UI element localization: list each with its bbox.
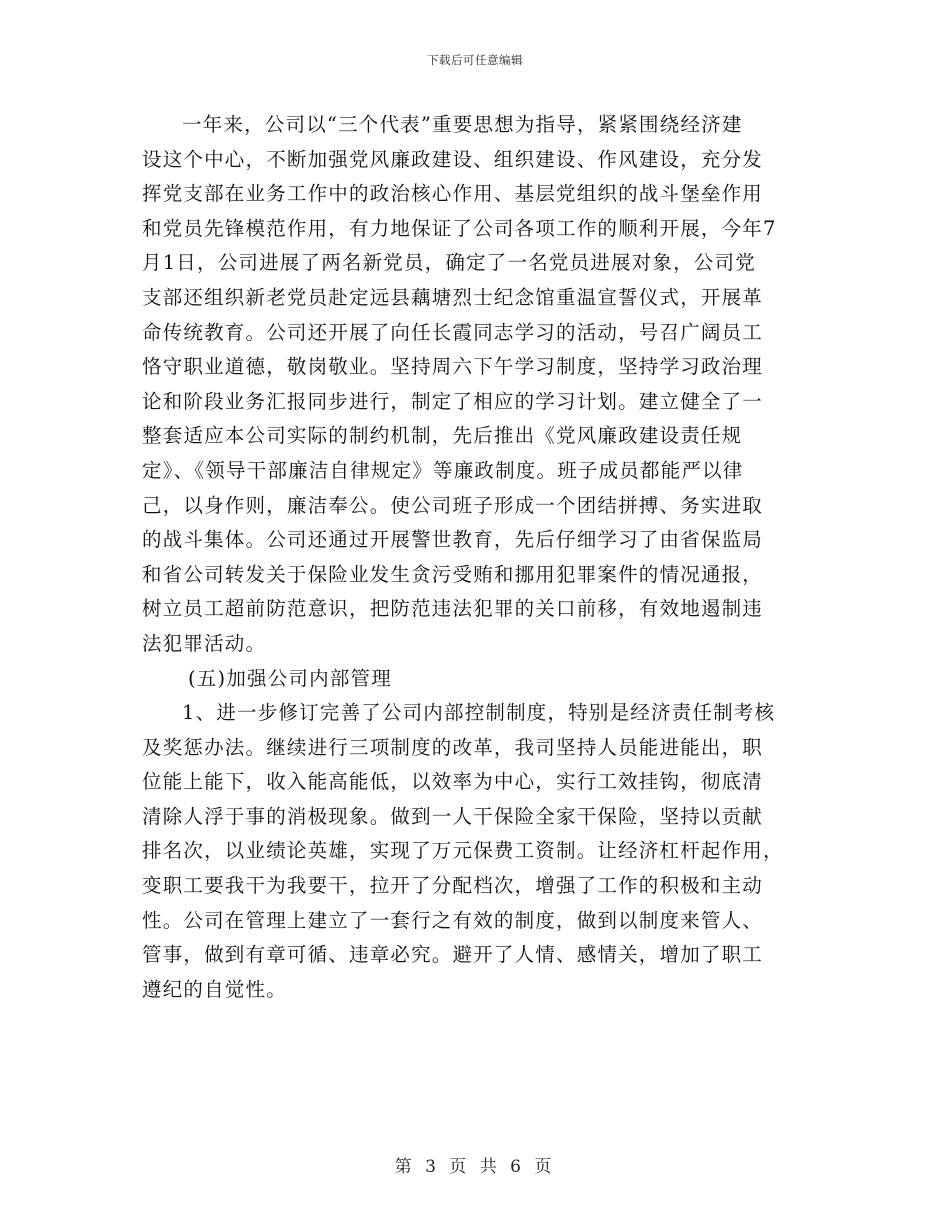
page-header: 下载后可任意编辑 xyxy=(427,53,523,67)
text-line: 1、进一步修订完善了公司内部控制制度，特别是经济责任制考核 xyxy=(182,701,776,725)
text-line: 命传统教育。公司还开展了向任长霞同志学习的活动，号召广阔员工 xyxy=(142,320,764,344)
text-line: 位能上能下，收入能高能低，以效率为中心，实行工效挂钩，彻底清 xyxy=(142,770,764,794)
text-line: 清除人浮于事的消极现象。做到一人干保险全家干保险，坚持以贡献 xyxy=(142,804,764,828)
text-line: 树立员工超前防范意识，把防范违法犯罪的关口前移，有效地遏制违 xyxy=(142,597,764,621)
text-line: 遵纪的自觉性。 xyxy=(142,977,287,1001)
text-line: 己，以身作则，廉洁奉公。使公司班子形成一个团结拼搏、务实进取 xyxy=(142,493,764,517)
text-line: 性。公司在管理上建立了一套行之有效的制度，做到以制度来管人、 xyxy=(142,908,764,932)
text-line: 支部还组织新老党员赴定远县藕塘烈士纪念馆重温宣誓仪式，开展革 xyxy=(142,285,764,309)
section-heading: (五)加强公司内部管理 xyxy=(188,666,392,690)
paragraph-party-building xyxy=(142,108,807,662)
text-line: 的战斗集体。公司还通过开展警世教育，先后仔细学习了由省保监局 xyxy=(142,528,764,552)
paragraph-internal-management xyxy=(142,696,807,1007)
text-line: 整套适应本公司实际的制约机制，先后推出《党风廉政建设责任规 xyxy=(142,424,743,448)
text-line: 恪守职业道德，敬岗敬业。坚持周六下午学习制度，坚持学习政治理 xyxy=(142,355,764,379)
text-line: 一年来，公司以“三个代表”重要思想为指导，紧紧围绕经济建 xyxy=(182,113,743,136)
text-line: 和省公司转发关于保险业发生贪污受贿和挪用犯罪案件的情况通报， xyxy=(142,562,764,586)
document-body xyxy=(142,108,807,1007)
text-line: 管事，做到有章可循、违章必究。避开了人情、感情关，增加了职工 xyxy=(142,943,764,967)
text-line: 排名次，以业绩论英雄，实现了万元保费工资制。让经济杠杆起作用， xyxy=(142,839,784,863)
text-line: 变职工要我干为我要干，拉开了分配档次，增强了工作的积极和主动 xyxy=(142,874,764,898)
text-line: 挥党支部在业务工作中的政治核心作用、基层党组织的战斗堡垒作用 xyxy=(142,182,764,206)
text-line: 和党员先锋模范作用，有力地保证了公司各项工作的顺利开展，今年7 xyxy=(142,216,777,240)
text-line: 月1日，公司进展了两名新党员，确定了一名党员进展对象，公司党 xyxy=(142,251,756,275)
text-line: 论和阶段业务汇报同步进行，制定了相应的学习计划。建立健全了一 xyxy=(142,389,764,413)
text-line: 法犯罪活动。 xyxy=(142,631,267,655)
text-line: 设这个中心，不断加强党风廉政建设、组织建设、作风建设，充分发 xyxy=(142,147,764,171)
text-line: 定》、《领导干部廉洁自律规定》等廉政制度。班子成员都能严以律 xyxy=(142,458,744,482)
text-line: 及奖惩办法。继续进行三项制度的改革，我司坚持人员能进能出，职 xyxy=(142,735,764,759)
page-number: 第 3 页 共 6 页 xyxy=(394,1157,556,1177)
